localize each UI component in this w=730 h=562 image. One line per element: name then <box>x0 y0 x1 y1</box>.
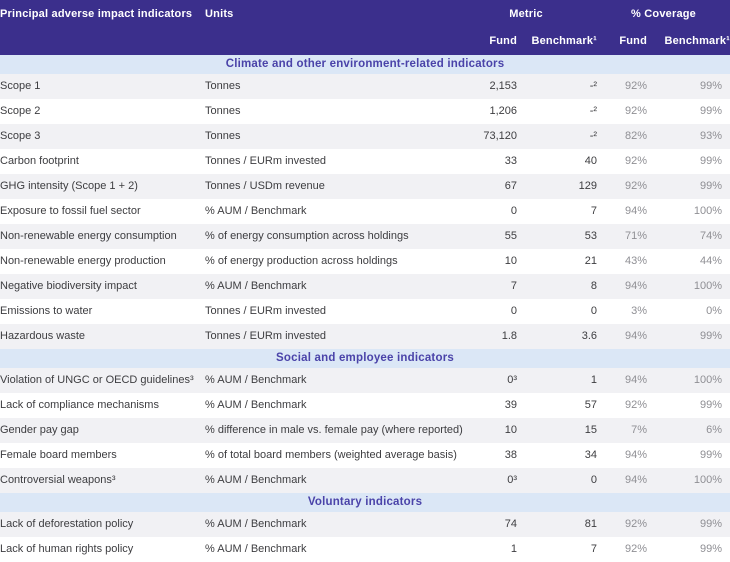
cell-metric-fund: 67 <box>504 180 517 193</box>
cell-units: Tonnes / EURm invested <box>205 305 327 318</box>
cell-metric-benchmark: 15 <box>584 424 598 437</box>
header-row-groups <box>0 0 730 28</box>
cell-coverage-benchmark: 100% <box>693 205 723 218</box>
section-header-row <box>0 349 730 368</box>
cell-indicator: Carbon footprint <box>0 155 79 168</box>
cell-units: % AUM / Benchmark <box>205 374 307 387</box>
section-title: Social and employee indicators <box>0 349 730 368</box>
header-spacer-indicator <box>0 28 205 55</box>
table-row <box>0 224 730 249</box>
table-row <box>0 468 730 493</box>
table-row <box>0 537 730 562</box>
cell-metric-benchmark: 7 <box>590 205 598 218</box>
table-row <box>0 393 730 418</box>
section-title: Climate and other environment-related indicators <box>0 55 730 74</box>
cell-coverage-fund: 92% <box>624 80 648 93</box>
cell-coverage-benchmark: 100% <box>693 474 723 487</box>
cell-indicator: Violation of UNGC or OECD guidelines³ <box>0 374 194 387</box>
cell-units: % AUM / Benchmark <box>205 474 307 487</box>
cell-coverage-benchmark: 93% <box>700 130 723 143</box>
cell-metric-benchmark: 129 <box>578 180 598 193</box>
cell-indicator: Hazardous waste <box>0 330 85 343</box>
table-row <box>0 149 730 174</box>
column-header-indicator: Principal adverse impact indicators <box>0 0 205 28</box>
column-header-coverage-fund: Fund <box>597 28 647 55</box>
cell-coverage-fund: 92% <box>624 105 648 118</box>
column-header-metric-fund: Fund <box>455 28 517 55</box>
column-group-metric: Metric <box>455 0 597 28</box>
cell-metric-fund: 39 <box>504 399 517 412</box>
table-row <box>0 368 730 393</box>
cell-metric-benchmark: 1 <box>590 374 598 387</box>
cell-coverage-fund: 94% <box>624 205 648 218</box>
section-header-row <box>0 493 730 512</box>
header-spacer-units <box>205 28 455 55</box>
cell-units: Tonnes <box>205 105 241 118</box>
cell-coverage-fund: 71% <box>624 230 648 243</box>
table-row <box>0 324 730 349</box>
cell-coverage-benchmark: 0% <box>706 305 723 318</box>
cell-coverage-benchmark: 44% <box>700 255 723 268</box>
cell-coverage-fund: 7% <box>631 424 648 437</box>
table-row <box>0 124 730 149</box>
table-row <box>0 99 730 124</box>
cell-indicator: Controversial weapons³ <box>0 474 116 487</box>
cell-indicator: Non-renewable energy consumption <box>0 230 177 243</box>
table-body <box>0 55 730 562</box>
cell-coverage-benchmark: 99% <box>700 105 723 118</box>
cell-units: Tonnes / USDm revenue <box>205 180 325 193</box>
cell-coverage-fund: 94% <box>624 280 648 293</box>
cell-metric-benchmark: 57 <box>584 399 598 412</box>
cell-indicator: Scope 2 <box>0 105 41 118</box>
table-header <box>0 0 730 55</box>
cell-indicator: Scope 3 <box>0 130 41 143</box>
cell-indicator: GHG intensity (Scope 1 + 2) <box>0 180 138 193</box>
cell-coverage-benchmark: 99% <box>700 330 723 343</box>
cell-coverage-benchmark: 99% <box>700 518 723 531</box>
cell-metric-benchmark: 81 <box>584 518 598 531</box>
cell-metric-fund: 2,153 <box>489 80 517 93</box>
cell-metric-fund: 73,120 <box>483 130 517 143</box>
cell-metric-benchmark: -² <box>589 130 598 143</box>
cell-indicator: Exposure to fossil fuel sector <box>0 205 141 218</box>
cell-coverage-benchmark: 99% <box>700 449 723 462</box>
table-row <box>0 299 730 324</box>
cell-coverage-benchmark: 100% <box>693 280 723 293</box>
cell-units: % difference in male vs. female pay (where reported) <box>205 424 463 437</box>
cell-metric-fund: 10 <box>504 255 517 268</box>
cell-units: % AUM / Benchmark <box>205 399 307 412</box>
cell-metric-benchmark: 0 <box>590 305 598 318</box>
cell-metric-benchmark: 0 <box>590 474 598 487</box>
table-row <box>0 512 730 537</box>
cell-metric-benchmark: 34 <box>584 449 598 462</box>
cell-metric-fund: 33 <box>504 155 517 168</box>
cell-units: Tonnes <box>205 130 241 143</box>
cell-indicator: Emissions to water <box>0 305 93 318</box>
cell-units: % AUM / Benchmark <box>205 518 307 531</box>
column-group-coverage: % Coverage <box>597 0 730 28</box>
cell-coverage-benchmark: 99% <box>700 180 723 193</box>
cell-coverage-fund: 43% <box>624 255 648 268</box>
cell-coverage-benchmark: 99% <box>700 80 723 93</box>
cell-indicator: Lack of compliance mechanisms <box>0 399 159 412</box>
cell-metric-fund: 38 <box>504 449 517 462</box>
cell-metric-benchmark: 8 <box>590 280 598 293</box>
cell-metric-fund: 10 <box>504 424 517 437</box>
cell-metric-fund: 0 <box>510 205 517 218</box>
table-row <box>0 174 730 199</box>
cell-units: Tonnes / EURm invested <box>205 330 327 343</box>
table-row <box>0 199 730 224</box>
cell-metric-fund: 7 <box>510 280 517 293</box>
cell-metric-fund: 1.8 <box>501 330 517 343</box>
cell-coverage-fund: 3% <box>631 305 648 318</box>
cell-units: Tonnes <box>205 80 241 93</box>
cell-metric-benchmark: 3.6 <box>581 330 598 343</box>
table-row <box>0 443 730 468</box>
cell-coverage-benchmark: 6% <box>706 424 723 437</box>
cell-metric-fund: 0 <box>510 305 517 318</box>
table-row <box>0 249 730 274</box>
column-header-units: Units <box>205 0 455 28</box>
table-row <box>0 418 730 443</box>
cell-coverage-benchmark: 99% <box>700 543 723 556</box>
cell-coverage-fund: 92% <box>624 180 648 193</box>
cell-metric-fund: 55 <box>504 230 517 243</box>
section-header-row <box>0 55 730 74</box>
cell-coverage-fund: 94% <box>624 474 648 487</box>
cell-metric-fund: 0³ <box>507 374 517 387</box>
cell-units: % AUM / Benchmark <box>205 205 307 218</box>
cell-coverage-benchmark: 100% <box>693 374 723 387</box>
cell-indicator: Lack of deforestation policy <box>0 518 134 531</box>
cell-indicator: Scope 1 <box>0 80 41 93</box>
cell-units: % AUM / Benchmark <box>205 543 307 556</box>
cell-metric-benchmark: 7 <box>590 543 598 556</box>
cell-metric-benchmark: 40 <box>584 155 598 168</box>
cell-metric-benchmark: 53 <box>584 230 598 243</box>
table-row <box>0 74 730 99</box>
cell-units: Tonnes / EURm invested <box>205 155 327 168</box>
cell-indicator: Non-renewable energy production <box>0 255 166 268</box>
cell-indicator: Female board members <box>0 449 117 462</box>
cell-coverage-benchmark: 99% <box>700 399 723 412</box>
cell-coverage-fund: 94% <box>624 330 648 343</box>
cell-units: % of energy consumption across holdings <box>205 230 409 243</box>
table-row <box>0 274 730 299</box>
column-header-metric-benchmark: Benchmark¹ <box>517 28 597 55</box>
cell-units: % of energy production across holdings <box>205 255 398 268</box>
cell-metric-benchmark: -² <box>589 80 598 93</box>
cell-coverage-fund: 94% <box>624 374 648 387</box>
cell-indicator: Gender pay gap <box>0 424 79 437</box>
cell-units: % of total board members (weighted average basis) <box>205 449 457 462</box>
cell-metric-benchmark: -² <box>589 105 598 118</box>
cell-indicator: Lack of human rights policy <box>0 543 134 556</box>
header-row-subcolumns <box>0 28 730 55</box>
cell-coverage-benchmark: 99% <box>700 155 723 168</box>
cell-units: % AUM / Benchmark <box>205 280 307 293</box>
cell-indicator: Negative biodiversity impact <box>0 280 137 293</box>
cell-metric-fund: 0³ <box>507 474 517 487</box>
cell-metric-fund: 1,206 <box>489 105 517 118</box>
cell-coverage-fund: 92% <box>624 543 648 556</box>
cell-coverage-fund: 92% <box>624 518 648 531</box>
section-title: Voluntary indicators <box>0 493 730 512</box>
cell-metric-fund: 74 <box>504 518 517 531</box>
cell-coverage-fund: 92% <box>624 399 648 412</box>
cell-metric-benchmark: 21 <box>584 255 598 268</box>
cell-coverage-benchmark: 74% <box>700 230 723 243</box>
cell-coverage-fund: 92% <box>624 155 648 168</box>
cell-coverage-fund: 82% <box>624 130 648 143</box>
column-header-coverage-benchmark: Benchmark¹ <box>647 28 730 55</box>
cell-coverage-fund: 94% <box>624 449 648 462</box>
cell-metric-fund: 1 <box>510 543 517 556</box>
